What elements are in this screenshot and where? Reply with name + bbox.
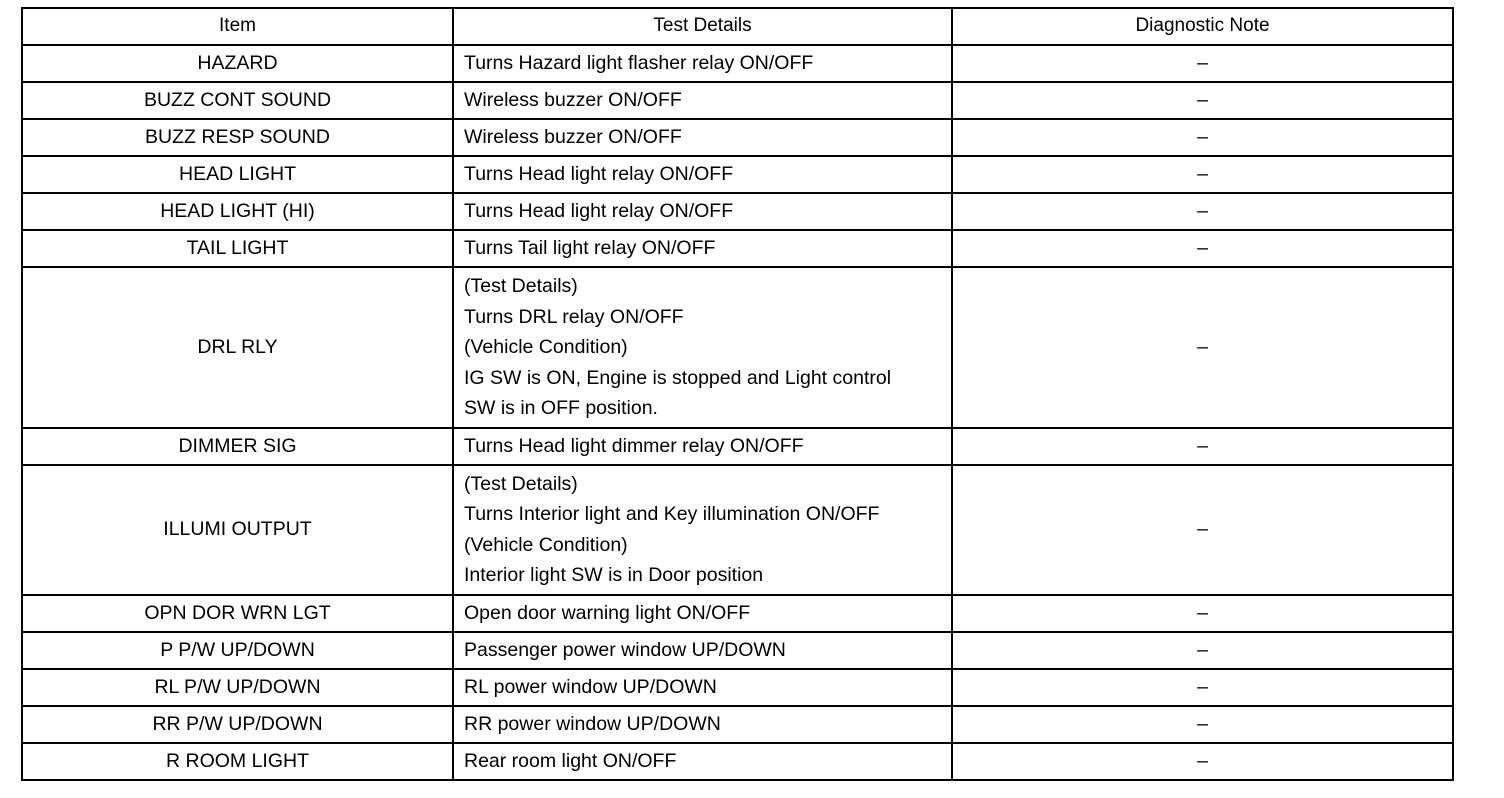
note-cell: –: [952, 156, 1453, 193]
header-test-details: Test Details: [453, 8, 952, 45]
table-row: [22, 156, 1453, 193]
note-cell: –: [952, 632, 1453, 669]
details-cell: Rear room light ON/OFF: [453, 743, 952, 780]
note-cell: –: [952, 743, 1453, 780]
item-cell: R ROOM LIGHT: [22, 743, 453, 780]
note-cell: –: [952, 706, 1453, 743]
table-row: [22, 82, 1453, 119]
active-test-table: [21, 7, 1454, 781]
table-row: [22, 428, 1453, 465]
item-cell: ILLUMI OUTPUT: [22, 465, 453, 595]
table-row: [22, 595, 1453, 632]
details-cell: Open door warning light ON/OFF: [453, 595, 952, 632]
details-cell: Turns Hazard light flasher relay ON/OFF: [453, 45, 952, 82]
note-cell: –: [952, 267, 1453, 428]
item-cell: DIMMER SIG: [22, 428, 453, 465]
header-item: Item: [22, 8, 453, 45]
item-cell: P P/W UP/DOWN: [22, 632, 453, 669]
note-cell: –: [952, 45, 1453, 82]
details-cell: Turns Head light relay ON/OFF: [453, 193, 952, 230]
item-cell: BUZZ CONT SOUND: [22, 82, 453, 119]
table-row: [22, 465, 1453, 595]
item-cell: HEAD LIGHT (HI): [22, 193, 453, 230]
header-row: [22, 8, 1453, 45]
details-cell: Turns Head light relay ON/OFF: [453, 156, 952, 193]
table-row: [22, 45, 1453, 82]
details-cell: Turns Head light dimmer relay ON/OFF: [453, 428, 952, 465]
item-cell: BUZZ RESP SOUND: [22, 119, 453, 156]
item-cell: HAZARD: [22, 45, 453, 82]
item-cell: DRL RLY: [22, 267, 453, 428]
header-diagnostic-note: Diagnostic Note: [952, 8, 1453, 45]
item-cell: HEAD LIGHT: [22, 156, 453, 193]
table-row: [22, 119, 1453, 156]
note-cell: –: [952, 465, 1453, 595]
item-cell: RL P/W UP/DOWN: [22, 669, 453, 706]
item-cell: RR P/W UP/DOWN: [22, 706, 453, 743]
details-cell: RL power window UP/DOWN: [453, 669, 952, 706]
item-cell: OPN DOR WRN LGT: [22, 595, 453, 632]
table-row: [22, 267, 1453, 428]
note-cell: –: [952, 230, 1453, 267]
details-cell: (Test Details) Turns Interior light and Key illumination ON/OFF (Vehicle Condition) Interior light SW is in Door position: [453, 465, 952, 595]
details-cell: Turns Tail light relay ON/OFF: [453, 230, 952, 267]
note-cell: –: [952, 82, 1453, 119]
table-row: [22, 669, 1453, 706]
table-row: [22, 743, 1453, 780]
details-cell: RR power window UP/DOWN: [453, 706, 952, 743]
details-cell: (Test Details) Turns DRL relay ON/OFF (Vehicle Condition) IG SW is ON, Engine is stopped and Light control SW is in OFF position.: [453, 267, 952, 428]
note-cell: –: [952, 193, 1453, 230]
note-cell: –: [952, 119, 1453, 156]
table-row: [22, 230, 1453, 267]
details-cell: Passenger power window UP/DOWN: [453, 632, 952, 669]
note-cell: –: [952, 595, 1453, 632]
details-cell: Wireless buzzer ON/OFF: [453, 119, 952, 156]
table-row: [22, 706, 1453, 743]
note-cell: –: [952, 669, 1453, 706]
table-row: [22, 193, 1453, 230]
item-cell: TAIL LIGHT: [22, 230, 453, 267]
note-cell: –: [952, 428, 1453, 465]
table-row: [22, 632, 1453, 669]
details-cell: Wireless buzzer ON/OFF: [453, 82, 952, 119]
